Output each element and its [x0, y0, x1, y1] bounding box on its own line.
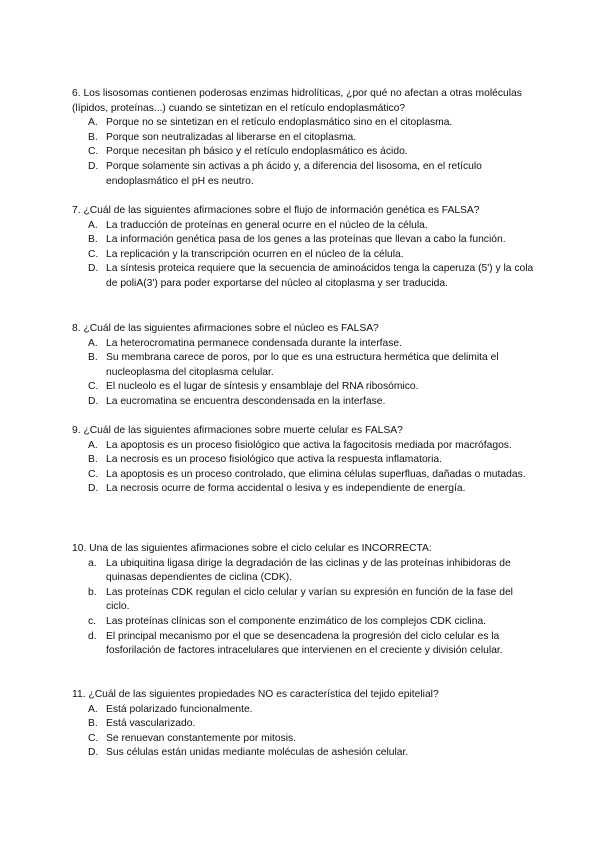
answer-option	[72, 453, 534, 468]
answer-option	[72, 219, 534, 234]
question-8	[72, 322, 534, 410]
option-letter: C.	[88, 248, 99, 260]
option-letter: D.	[88, 160, 99, 172]
answer-option	[72, 615, 534, 630]
option-letter: C.	[88, 468, 99, 480]
option-letter: c.	[88, 615, 97, 627]
answer-option	[72, 337, 534, 352]
option-text: La apoptosis es un proceso controlado, que elimina células superfluas, dañadas o mutadas.	[106, 468, 526, 480]
option-text: Porque son neutralizadas al liberarse en el citoplasma.	[106, 131, 357, 143]
option-letter: C.	[88, 732, 99, 744]
option-letter: A.	[88, 117, 98, 129]
option-text: Las proteínas clínicas son el componente enzimático de los complejos CDK ciclina.	[106, 615, 487, 627]
answer-option	[72, 717, 534, 732]
option-text: La eucromatina se encuentra descondensada en la interfase.	[106, 395, 386, 407]
answer-option	[72, 248, 534, 263]
option-text: La síntesis proteica requiere que la secuencia de aminoácidos tenga la caperuza (5') y la cola de poliA(3') para poder exportarse del núcleo al citoplasma y ser traducida.	[106, 263, 534, 289]
option-letter: B.	[88, 352, 98, 364]
answer-option	[72, 131, 534, 146]
question-11	[72, 688, 534, 761]
option-letter: D.	[88, 395, 99, 407]
option-letter: a.	[88, 557, 97, 569]
answer-option	[72, 703, 534, 718]
option-text: La información genética pasa de los genes a las proteínas que llevan a cabo la función.	[106, 234, 506, 246]
option-letter: B.	[88, 718, 98, 730]
option-letter: B.	[88, 234, 98, 246]
option-text: Se renuevan constantemente por mitosis.	[106, 732, 297, 744]
question-6	[72, 87, 534, 189]
option-text: La traducción de proteínas en general ocurre en el núcleo de la célula.	[106, 219, 428, 231]
option-text: Sus células están unidas mediante moléculas de ashesión celular.	[106, 747, 409, 759]
question-stem: 7. ¿Cuál de las siguientes afirmaciones sobre el flujo de información genética es FALSA?	[72, 205, 480, 216]
option-letter: B.	[88, 454, 98, 466]
option-letter: C.	[88, 381, 99, 393]
question-7	[72, 204, 534, 292]
option-text: La ubiquitina ligasa dirige la degradación de las ciclinas y de las proteínas inhibidoras de quinasas dependientes de ciclina (CDK).	[106, 557, 511, 584]
answer-option	[72, 468, 534, 483]
answer-option	[72, 746, 534, 761]
answer-option	[72, 482, 534, 497]
question-9	[72, 424, 534, 497]
option-text: Está polarizado funcionalmente.	[106, 703, 253, 715]
answer-option	[72, 145, 534, 160]
option-letter: A.	[88, 439, 98, 451]
option-letter: C.	[88, 146, 99, 158]
option-letter: D.	[88, 747, 99, 759]
answer-option	[72, 439, 534, 454]
question-10	[72, 542, 534, 659]
answer-option	[72, 395, 534, 410]
option-text: Porque solamente sin activas a ph ácido y, a diferencia del lisosoma, en el retículo endoplasmático el pH es neutro.	[106, 160, 482, 187]
option-letter: D.	[88, 263, 99, 275]
option-letter: B.	[88, 131, 98, 143]
question-stem: 10. Una de las siguientes afirmaciones sobre el ciclo celular es INCORRECTA:	[72, 543, 432, 554]
option-letter: D.	[88, 483, 99, 495]
option-text: El principal mecanismo por el que se desencadena la progresión del ciclo celular es la fosforilación de factores intracelulares que intervienen en el creciente y división celular.	[106, 630, 503, 657]
answer-option	[72, 586, 534, 615]
answer-option	[72, 160, 534, 189]
option-text: La replicación y la transcripción ocurren en el núcleo de la célula.	[106, 248, 404, 260]
option-letter: b.	[88, 586, 97, 598]
option-text: El nucleolo es el lugar de síntesis y ensamblaje del RNA ribosómico.	[106, 381, 419, 393]
answer-option	[72, 233, 534, 248]
option-text: Su membrana carece de poros, por lo que es una estructura hermética que delimita el nucleoplasma del citoplasma celular.	[106, 352, 499, 378]
option-letter: A.	[88, 219, 98, 231]
answer-option	[72, 262, 534, 291]
option-text: La apoptosis es un proceso fisiológico que activa la fagocitosis mediada por macrófagos.	[106, 439, 512, 451]
question-stem: 9. ¿Cuál de las siguientes afirmaciones sobre muerte celular es FALSA?	[72, 425, 403, 436]
answer-option	[72, 630, 534, 659]
option-text: La heterocromatina permanece condensada durante la interfase.	[106, 337, 402, 349]
option-letter: A.	[88, 703, 98, 715]
answer-option	[72, 380, 534, 395]
question-stem: 6. Los lisosomas contienen poderosas enzimas hidrolíticas, ¿por qué no afectan a otras moléculas (lípidos, proteínas...) cuando se sintetizan en el retículo endoplasmático?	[72, 88, 522, 114]
option-text: Las proteínas CDK regulan el ciclo celular y varían su expresión en función de la fase del ciclo.	[106, 586, 513, 613]
option-letter: d.	[88, 630, 97, 642]
question-stem: 8. ¿Cuál de las siguientes afirmaciones sobre el núcleo es FALSA?	[72, 323, 379, 334]
answer-option	[72, 351, 534, 380]
option-text: Porque no se sintetizan en el retículo endoplasmático sino en el citoplasma.	[106, 117, 453, 129]
option-text: La necrosis ocurre de forma accidental o lesiva y es independiente de energía.	[106, 483, 466, 495]
answer-option	[72, 557, 534, 586]
question-stem: 11. ¿Cuál de las siguientes propiedades NO es característica del tejido epitelial?	[72, 689, 439, 700]
option-text: Está vascularizado.	[106, 718, 196, 730]
answer-option	[72, 732, 534, 747]
option-text: Porque necesitan ph básico y el retículo endoplasmático es ácido.	[106, 146, 408, 158]
option-letter: A.	[88, 337, 98, 349]
option-text: La necrosis es un proceso fisiológico que activa la respuesta inflamatoria.	[106, 454, 442, 466]
answer-option	[72, 116, 534, 131]
